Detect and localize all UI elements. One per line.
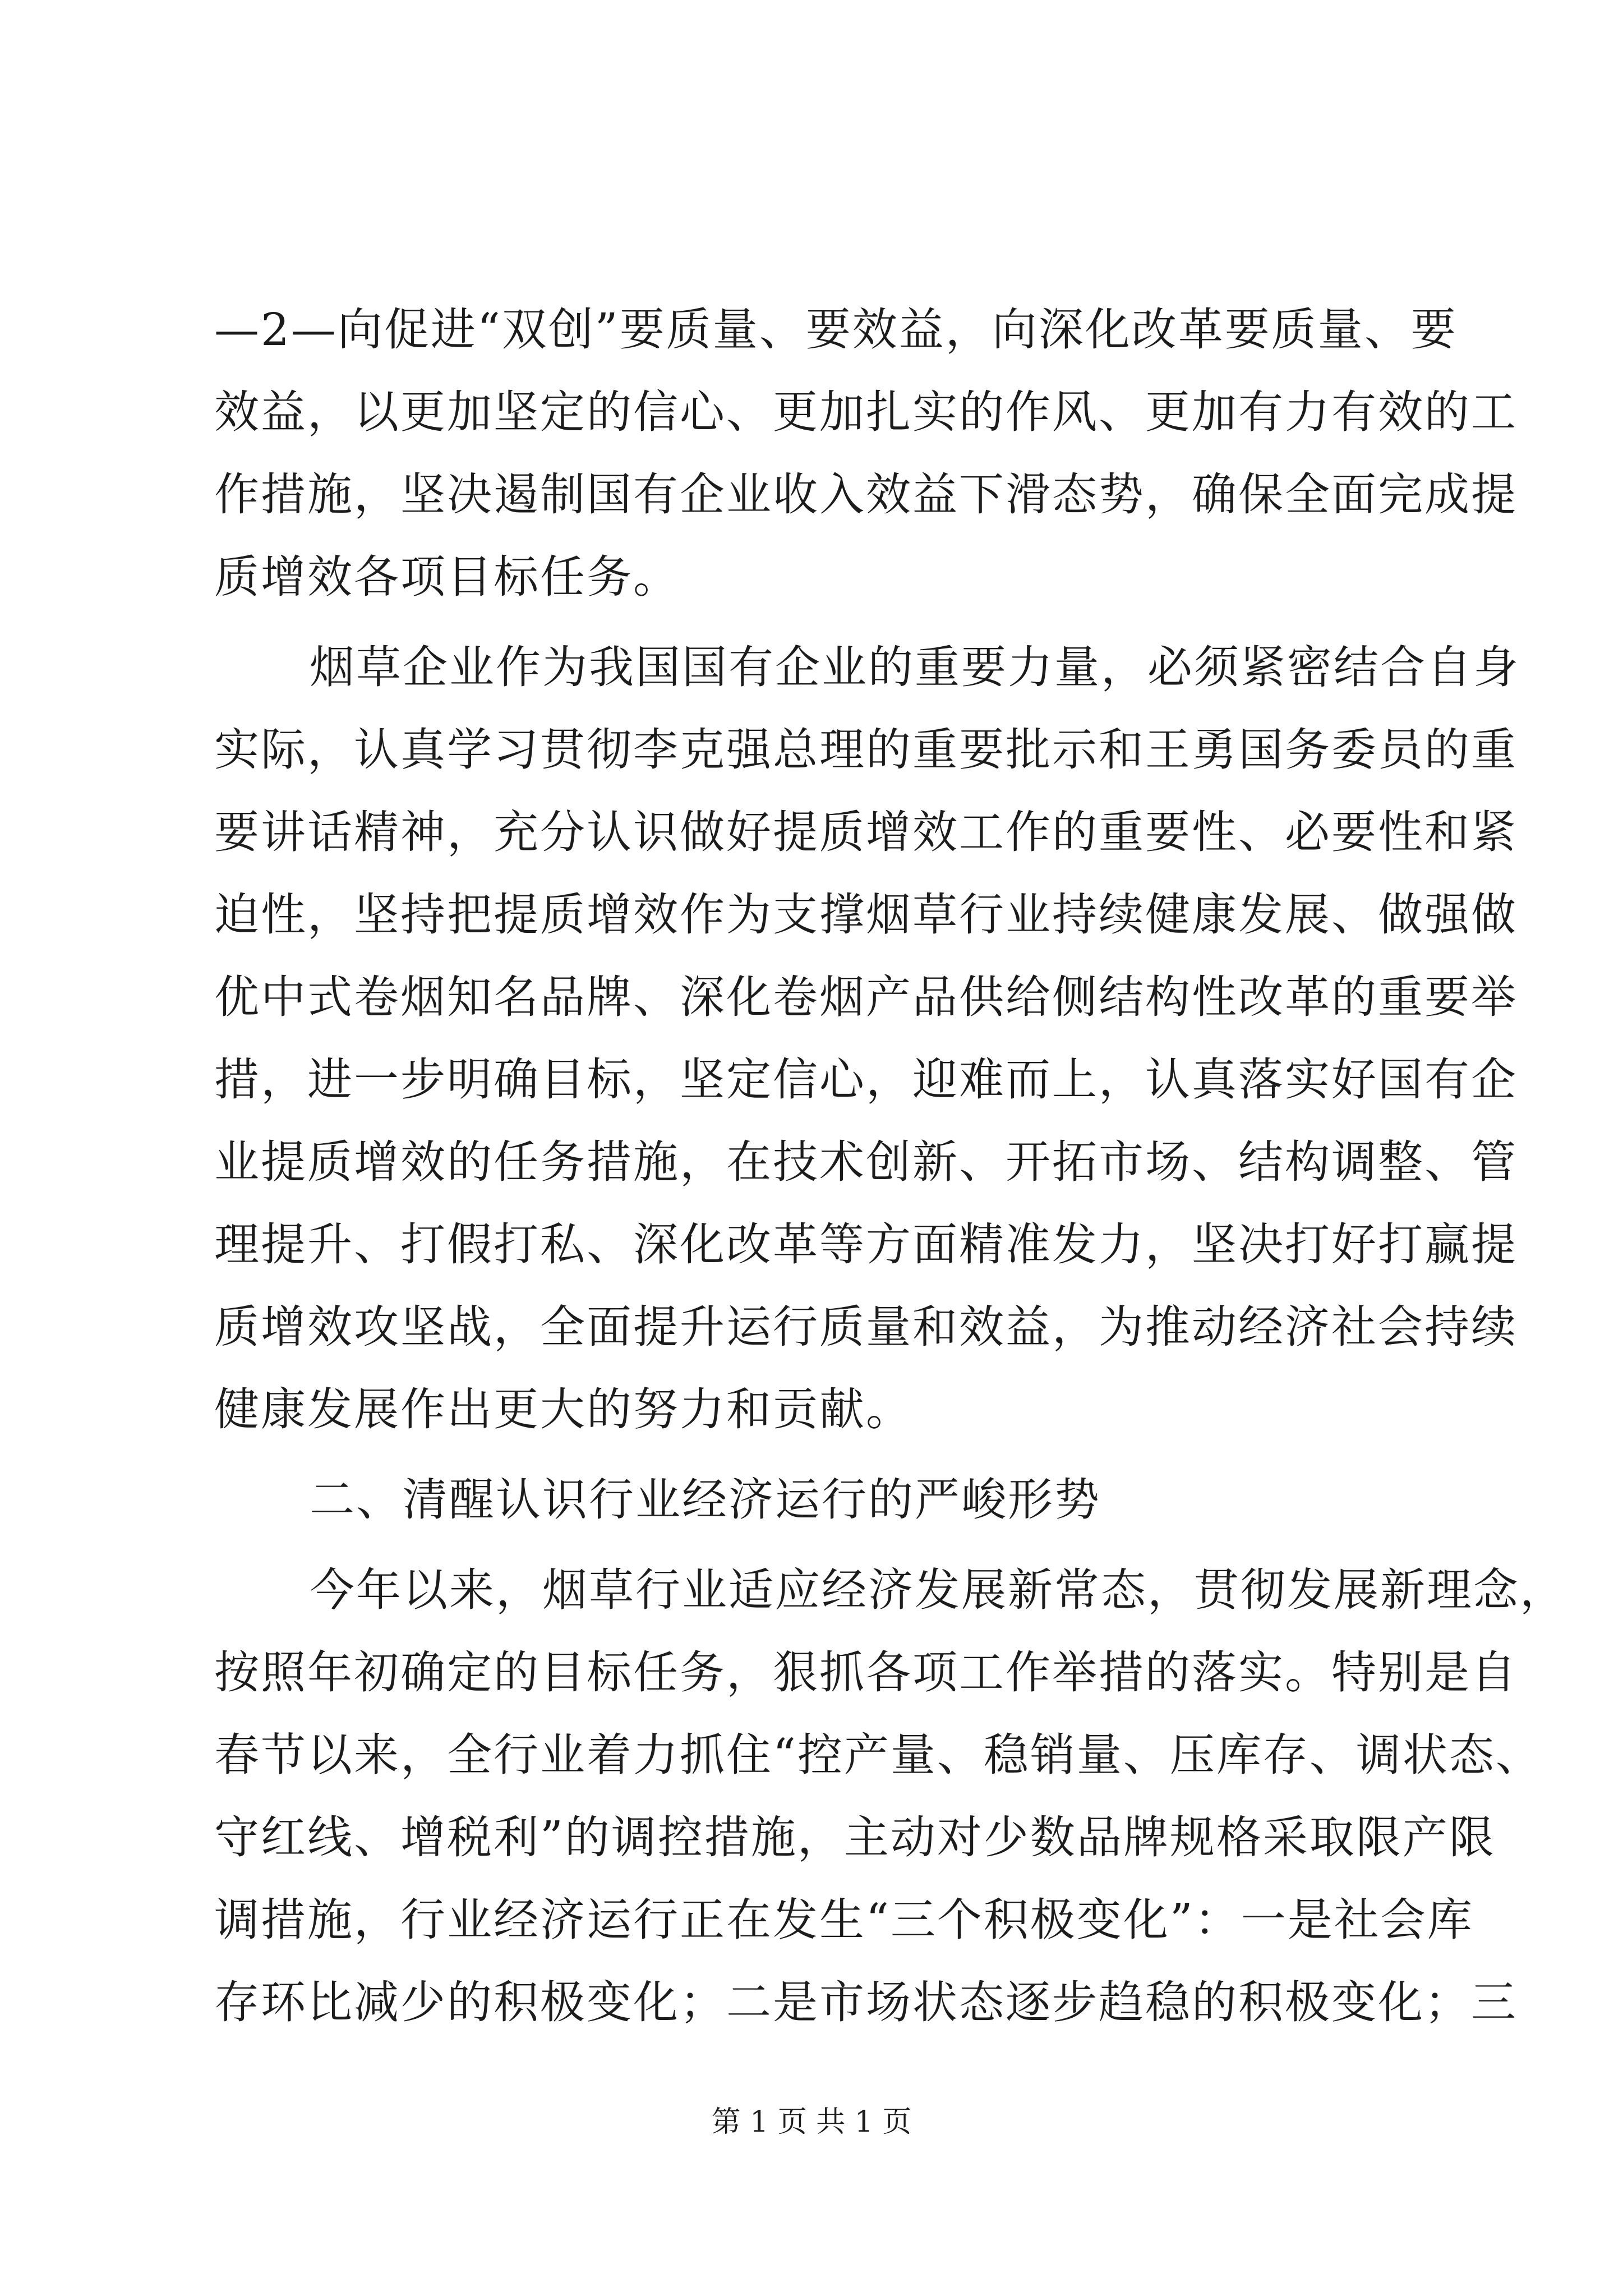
text-line: 守红线、增税利”的调控措施，主动对少数品牌规格采取限产限 <box>214 1811 1496 1864</box>
text-line: 质增效各项目标任务。 <box>214 551 680 603</box>
section-heading <box>214 1458 1414 1541</box>
paragraph-1 <box>214 288 1518 618</box>
text-line: 春节以来，全行业着力抓住“控产量、稳销量、压库存、调状态、 <box>214 1729 1542 1781</box>
text-line: 今年以来，烟草行业适应经济发展新常态，贯彻发展新理念， <box>310 1564 1566 1616</box>
text-line: 质增效攻坚战，全面提升运行质量和效益，为推动经济社会持续 <box>214 1301 1518 1353</box>
text-line: 实际，认真学习贯彻李克强总理的重要批示和王勇国务委员的重 <box>214 724 1518 776</box>
paragraph-4 <box>214 1549 1566 2044</box>
text-line: 业提质增效的任务措施，在技术创新、开拓市场、结构调整、管 <box>214 1136 1518 1188</box>
text-line: 烟草企业作为我国国有企业的重要力量，必须紧密结合自身 <box>310 641 1520 693</box>
document-body <box>214 288 1566 2044</box>
text-line: 措，进一步明确目标，坚定信心，迎难而上，认真落实好国有企 <box>214 1053 1518 1106</box>
text-line: 迫性，坚持把提质增效作为支撑烟草行业持续健康发展、做强做 <box>214 889 1518 941</box>
text-line: 调措施，行业经济运行正在发生“三个积极变化”：一是社会库 <box>214 1894 1474 1946</box>
text-line: 理提升、打假打私、深化改革等方面精准发力，坚决打好打赢提 <box>214 1218 1518 1271</box>
paragraph-2 <box>214 626 1520 1451</box>
text-line: 健康发展作出更大的努力和贡献。 <box>214 1383 912 1435</box>
text-line: 作措施，坚决遏制国有企业收入效益下滑态势，确保全面完成提 <box>214 468 1518 521</box>
text-line: 存环比减少的积极变化；二是市场状态逐步趋稳的积极变化；三 <box>214 1976 1518 2028</box>
text-line: —2—向促进“双创”要质量、要效益，向深化改革要质量、要 <box>214 303 1458 356</box>
text-line: 要讲话精神，充分认识做好提质增效工作的重要性、必要性和紧 <box>214 806 1518 858</box>
text-line: 按照年初确定的目标任务，狠抓各项工作举措的落实。特别是自 <box>214 1646 1518 1699</box>
page-number-label: 第 1 页 共 1 页 <box>711 2105 912 2139</box>
page-footer <box>0 2102 1623 2142</box>
text-line: 效益，以更加坚定的信心、更加扎实的作风、更加有力有效的工 <box>214 386 1518 438</box>
section-heading-text: 二、清醒认识行业经济运行的严峻形势 <box>310 1474 1101 1526</box>
text-line: 优中式卷烟知名品牌、深化卷烟产品供给侧结构性改革的重要举 <box>214 971 1518 1023</box>
